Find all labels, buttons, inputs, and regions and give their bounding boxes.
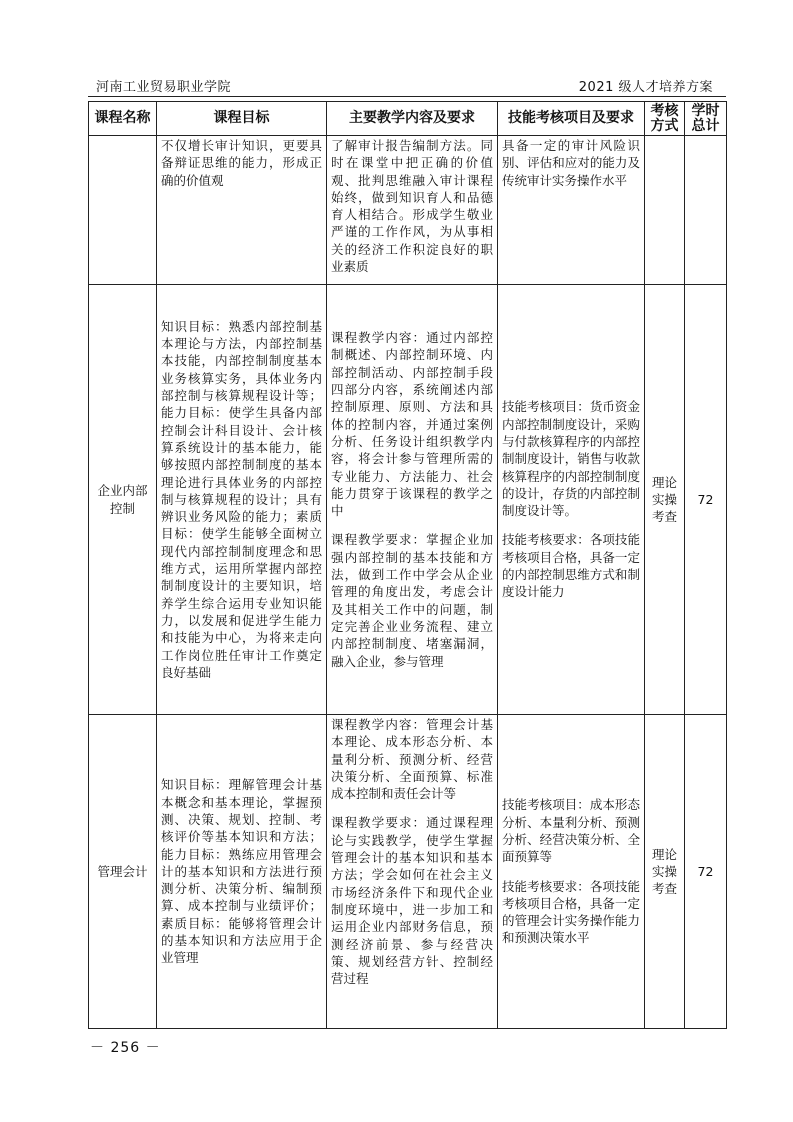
course-table [88,101,727,1029]
skill-paragraph: 技能考核要求：各项技能考核项目合格，具备一定的管理会计实务操作能力和预测决策水平 [502,878,640,946]
col-header-hours: 学时总计 [685,102,727,136]
skill-paragraph: 技能考核项目：成本形态分析、本量利分析、预测分析、经营决策分析、全面预算等 [502,797,640,865]
course-goal-cell: 知识目标：熟悉内部控制基本理论与方法，内部控制基本技能，内部控制制度基本业务核算实务，具体业务内部控制与核算规程设计等；能力目标：使学生具备内部控制会计科目设计、会计核算系统设计的基本能力，能够按照内部控制制度的基本理论进行具体业务的内部控制与核算规程的设计；具有辨识业务风险的能力；素质目标：使学生能够全面树立现代内部控制制度理念和思维方式，运用所掌握内部控制制度设计的主要知识，培养学生综合运用专业知识能力，以发展和促进学生能力和技能为中心，为将来走向工作岗位胜任审计工作奠定良好基础 [157,285,327,715]
course-hours-cell [685,136,727,285]
course-name-cell [89,136,157,285]
course-hours-cell: 72 [685,285,727,715]
col-header-method: 考核方式 [645,102,685,136]
course-goal-cell: 不仅增长审计知识，更要具备辩证思维的能力，形成正确的价值观 [157,136,327,285]
content-paragraph: 课程教学要求：通过课程理论与实践教学，使学生掌握管理会计的基本知识和基本方法；学会如何在社会主义市场经济条件下和现代企业制度环境中，进一步加工和运用企业内部财务信息，预测经济前景、参与经营决策、规划经营方针、控制经营过程 [331,815,493,987]
course-skill-cell: 具备一定的审计风险识别、评估和应对的能力及传统审计实务操作水平 [498,136,645,285]
course-skill-cell [498,285,645,715]
table-row [89,285,727,715]
course-hours-cell: 72 [685,715,727,1029]
course-name-cell: 管理会计 [89,715,157,1029]
course-content-cell: 了解审计报告编制方法。同时在课堂中把正确的价值观、批判思维融入审计课程始终，做到知识育人和品德育人相结合。形成学生敬业严谨的工作作风，为从事相关的经济工作积淀良好的职业素质 [327,136,498,285]
header-rule [88,96,726,97]
header-plan: 2021 级人才培养方案 [578,80,713,95]
course-content-cell [327,285,498,715]
course-skill-cell [498,715,645,1029]
course-method-cell: 理论实操考查 [645,285,685,715]
col-header-skill: 技能考核项目及要求 [498,102,645,136]
table-row [89,136,727,285]
skill-paragraph: 技能考核要求：各项技能考核项目合格，具备一定的内部控制思维方式和制度设计能力 [502,532,640,600]
course-name-cell: 企业内部控制 [89,285,157,715]
course-goal-cell: 知识目标：理解管理会计基本概念和基本理论，掌握预测、决策、规划、控制、考核评价等基本知识和方法；能力目标：熟练应用管理会计的基本知识和方法进行预测分析、决策分析、编制预算、成本控制与业绩评价；素质目标：能够将管理会计的基本知识和方法应用于企业管理 [157,715,327,1029]
content-paragraph: 课程教学内容：管理会计基本理论、成本形态分析、本量利分析、预测分析、经营决策分析、全面预算、标准成本控制和责任会计等 [331,717,493,802]
course-method-cell: 理论实操考查 [645,715,685,1029]
col-header-name: 课程名称 [89,102,157,136]
course-content-cell [327,715,498,1029]
page-number: － 256 － [90,1040,161,1056]
col-header-content: 主要教学内容及要求 [327,102,498,136]
course-method-cell [645,136,685,285]
skill-paragraph: 技能考核项目：货币资金内部控制制度设计，采购与付款核算程序的内部控制制度设计，销售与收款核算程序的内部控制制度的设计，存货的内部控制制度设计等。 [502,399,640,519]
col-header-goal: 课程目标 [157,102,327,136]
content-paragraph: 课程教学内容：通过内部控制概述、内部控制环境、内部控制活动、内部控制手段四部分内容，系统阐述内部控制原理、原则、方法和具体的控制内容，并通过案例分析、任务设计组织教学内容，将会计参与管理所需的专业能力、方法能力、社会能力贯穿于该课程的教学之中 [331,330,493,519]
table-row [89,715,727,1029]
header-school: 河南工业贸易职业学院 [96,80,232,95]
table-header-row [89,102,727,136]
content-paragraph: 课程教学要求：掌握企业加强内部控制的基本技能和方法，做到工作中学会从企业管理的角度出发，考虑会计及其相关工作中的问题，制定完善企业业务流程、建立内部控制制度、堵塞漏洞，融入企业，参与管理 [331,532,493,669]
